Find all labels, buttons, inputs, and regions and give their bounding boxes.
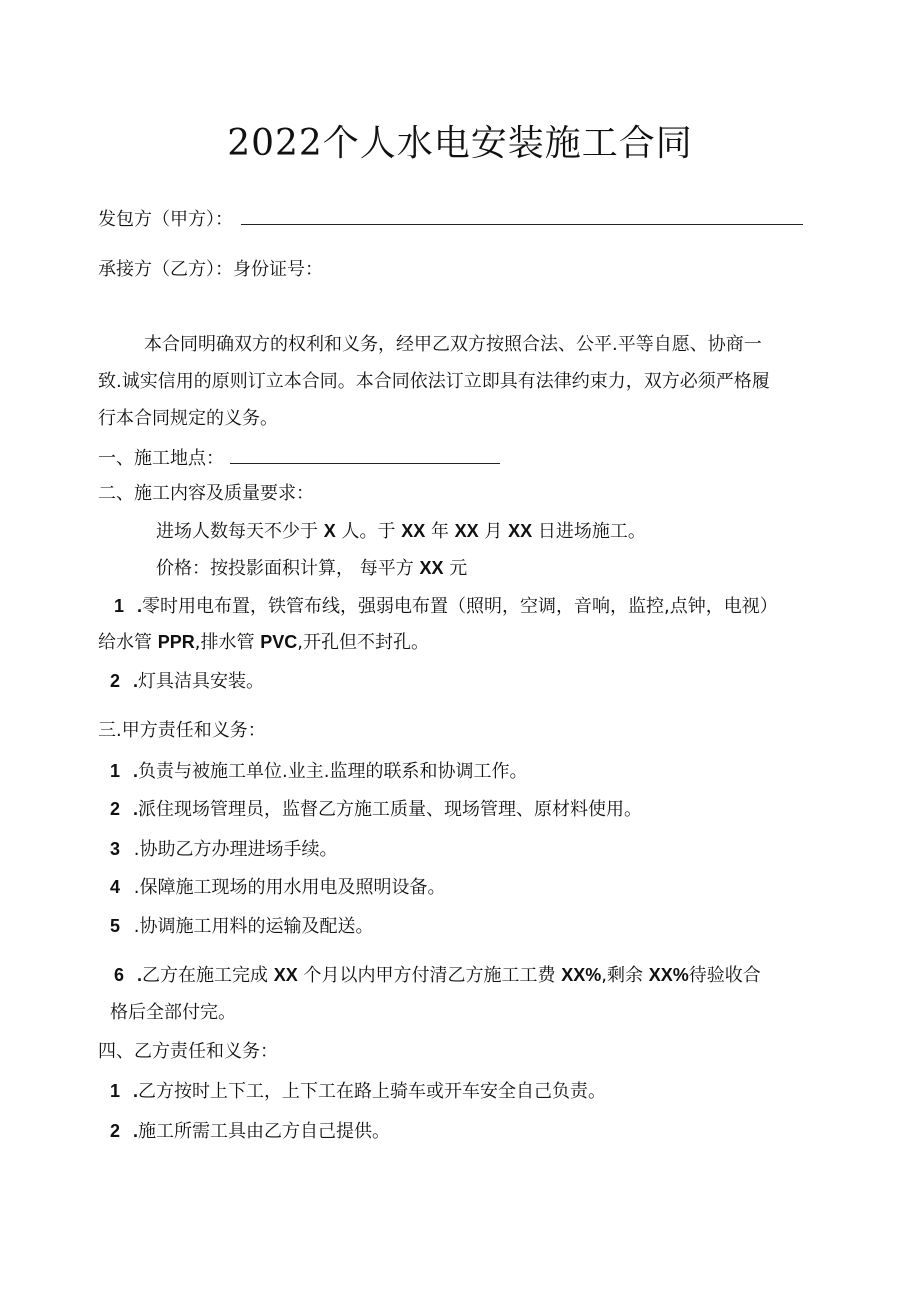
- party-b-line: [98, 257, 323, 283]
- entry-year: XX: [401, 521, 426, 541]
- item-dot: .: [128, 1121, 139, 1141]
- item-text: 个月以内甲方付清乙方施工工费: [297, 965, 562, 986]
- item-text: ,剩余: [601, 965, 649, 986]
- item-text: 施工所需工具由乙方自己提供。: [138, 1121, 391, 1142]
- section3-item: [110, 796, 642, 823]
- item-number: 6: [114, 965, 125, 985]
- entry-count: X: [323, 521, 336, 541]
- item-text: 保障施工现场的用水用电及照明设备。: [139, 877, 446, 898]
- section3-item: [110, 758, 527, 785]
- item-number: 1: [110, 761, 121, 781]
- item-dot: .: [132, 596, 143, 616]
- section3-item-6: [114, 962, 761, 989]
- entry-text: 进场人数每天不少于: [156, 521, 324, 542]
- price-text: 价格：按投影面积计算， 每平方: [156, 558, 420, 579]
- intro-paragraph: [98, 332, 770, 443]
- item-text: ,排水管: [194, 632, 261, 653]
- item-text: 协调施工用料的运输及配送。: [139, 916, 374, 937]
- item-text: ,开孔但不封孔。: [297, 632, 429, 653]
- item-number: 1: [114, 596, 125, 616]
- section2-heading: 二、施工内容及质量要求：: [98, 483, 314, 504]
- price-line: [156, 555, 467, 582]
- intro-line: 致.诚实信用的原则订立本合同。本合同依法订立即具有法律约束力，双方必须严格履: [98, 371, 770, 392]
- section1-line: [98, 445, 500, 472]
- section3-heading: 三.甲方责任和义务：: [98, 720, 266, 741]
- item-number: 4: [110, 877, 121, 897]
- item-dot: .: [128, 671, 139, 691]
- item-number: 1: [110, 1081, 121, 1101]
- item-text: 零时用电布置，铁管布线，强弱电布置（照明，空调，音响，监控,点钟，电视）: [142, 596, 778, 617]
- entry-text: 人。于: [335, 521, 402, 542]
- item-text: 乙方在施工完成: [142, 965, 274, 986]
- price-value: XX: [419, 558, 444, 578]
- section1-label: 一、施工地点：: [98, 448, 224, 469]
- remaining-percent: XX%: [648, 965, 689, 985]
- item-dot: .: [128, 877, 140, 898]
- item-number: 3: [110, 839, 121, 859]
- party-a-label: 发包方（甲方）：: [98, 209, 233, 230]
- item-text: 负责与被施工单位.业主.监理的联系和协调工作。: [138, 761, 528, 782]
- item-dot: .: [128, 761, 139, 781]
- section3-item: [110, 836, 337, 863]
- section4-item: [110, 1078, 606, 1105]
- section4-heading: 四、乙方责任和义务：: [98, 1041, 278, 1062]
- section4-item: [110, 1118, 390, 1145]
- section3-item: [110, 874, 445, 901]
- entry-text: 年: [425, 521, 455, 542]
- item-text: 协助乙方办理进场手续。: [139, 839, 338, 860]
- payment-months: XX: [273, 965, 298, 985]
- entry-day: XX: [508, 521, 533, 541]
- item-text: 派住现场管理员，监督乙方施工质量、现场管理、原材料使用。: [138, 799, 643, 820]
- item-dot: .: [128, 839, 140, 860]
- item-text: 待验收合: [688, 965, 761, 986]
- intro-line: 行本合同规定的义务。: [98, 408, 278, 429]
- price-unit: 元: [443, 558, 468, 579]
- item-number: 5: [110, 916, 121, 936]
- section2-item-1: [114, 593, 778, 620]
- party-a-blank: [241, 206, 803, 225]
- pvc-label: PVC: [260, 632, 298, 652]
- section2-item-1-cont: [98, 629, 429, 656]
- payment-percent: XX%: [561, 965, 602, 985]
- item-text: 乙方按时上下工，上下工在路上骑车或开车安全自己负责。: [138, 1081, 607, 1102]
- item-dot: .: [128, 799, 139, 819]
- party-a-line: [98, 206, 803, 233]
- ppr-label: PPR: [157, 632, 195, 652]
- entry-month: XX: [454, 521, 479, 541]
- item-dot: .: [128, 1081, 139, 1101]
- item-text: 灯具洁具安装。: [138, 671, 265, 692]
- section3-item: [110, 913, 373, 940]
- entry-text: 月: [478, 521, 509, 542]
- item-dot: .: [128, 916, 140, 937]
- section2-item-2: [110, 668, 264, 695]
- intro-line: 本合同明确双方的权利和义务，经甲乙双方按照合法、公平.平等自愿、协商一: [144, 334, 762, 355]
- item-number: 2: [110, 671, 121, 691]
- site-address-blank: [230, 445, 500, 464]
- item-dot: .: [132, 965, 143, 985]
- entry-text: 日进场施工。: [532, 521, 646, 542]
- item-text: 给水管: [98, 632, 158, 653]
- party-b-label: 承接方（乙方）：身份证号：: [98, 259, 323, 280]
- entry-line: [156, 518, 646, 545]
- document-title: 2022个人水电安装施工合同: [227, 123, 693, 164]
- section3-item-6-cont: 格后全部付完。: [110, 1002, 236, 1023]
- item-number: 2: [110, 1121, 121, 1141]
- item-number: 2: [110, 799, 121, 819]
